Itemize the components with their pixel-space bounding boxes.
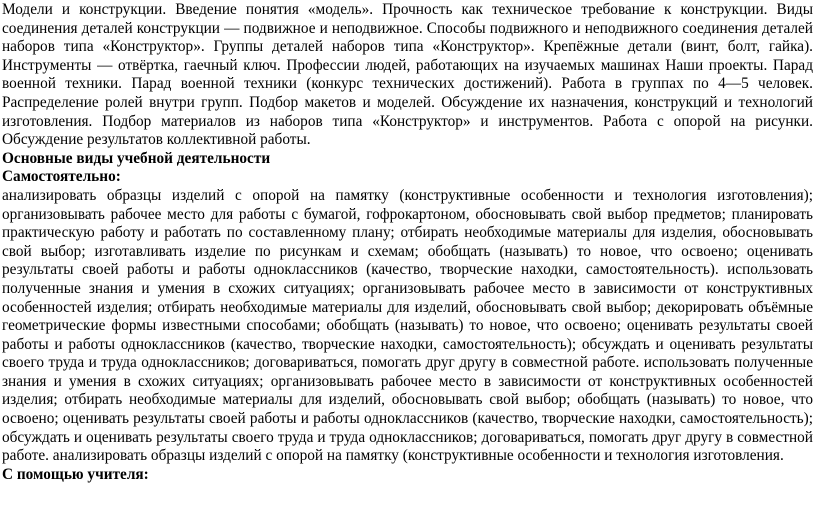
teacher-heading: С помощью учителя:: [2, 465, 149, 483]
intro-paragraph: Модели и конструкции. Введение понятия «модель». Прочность как техническое требование к конструкции. Виды соединения деталей конструкции — подвижное и неподвижное. Способы подвижного и неподвижного соединения деталей наборов типа «Конструктор». Группы деталей наборов типа «Конструктор». Крепёжные детали (винт, болт, гайка). Инструменты — отвёртка, гаечный ключ. Профессии людей, работающих на изучаемых машинах Наши проекты. Парад военной техники. Парад военной техники (конкурс технических достижений). Работа в группах по 4—5 человек. Распределение ролей внутри групп. Подбор макетов и моделей. Обсуждение их назначения, конструкций и технологий изготовления. Подбор материалов из наборов типа «Конструктор» и инструментов. Работа с опорой на рисунки. Обсуждение результатов коллективной работы.: [2, 1, 813, 149]
activities-heading: Основные виды учебной деятельности: [2, 149, 271, 167]
independent-heading: Самостоятельно:: [2, 168, 121, 186]
independent-paragraph: анализировать образцы изделий с опорой на памятку (конструктивные особенности и технология изготовления); организовывать рабочее место для работы с бумагой, гофрокартоном, обосновывать свой выбор предметов; планировать практическую работу и работать по составленному плану; отбирать необходимые материалы для изделия, обосновывать свой выбор; изготавливать изделие по рисункам и схемам; обобщать (называть) то новое, что освоено; оценивать результаты своей работы и работы одноклассников (качество, творческие находки, самостоятельность). использовать полученные знания и умения в схожих ситуациях; организовывать рабочее место в зависимости от конструктивных особенностей изделия; отбирать необходимые материалы для изделий, обосновывать свой выбор; декорировать объёмные геометрические формы известными способами; обобщать (называть) то новое, что освоено; оценивать результаты своей работы и работы одноклассников (качество, творческие находки, самостоятельность); обсуждать и оценивать результаты своего труда и труда одноклассников; договариваться, помогать друг другу в совместной работе. использовать полученные знания и умения в схожих ситуациях; организовывать рабочее место в зависимости от конструктивных особенностей изделия; отбирать необходимые материалы для изделий, обосновывать свой выбор; обобщать (называть) то новое, что освоено; оценивать результаты своей работы и работы одноклассников (качество, творческие находки, самостоятельность); обсуждать и оценивать результаты своего труда и труда одноклассников; договариваться, помогать друг другу в совместной работе. анализировать образцы изделий с опорой на памятку (конструктивные особенности и технология изготовления.: [2, 186, 813, 465]
